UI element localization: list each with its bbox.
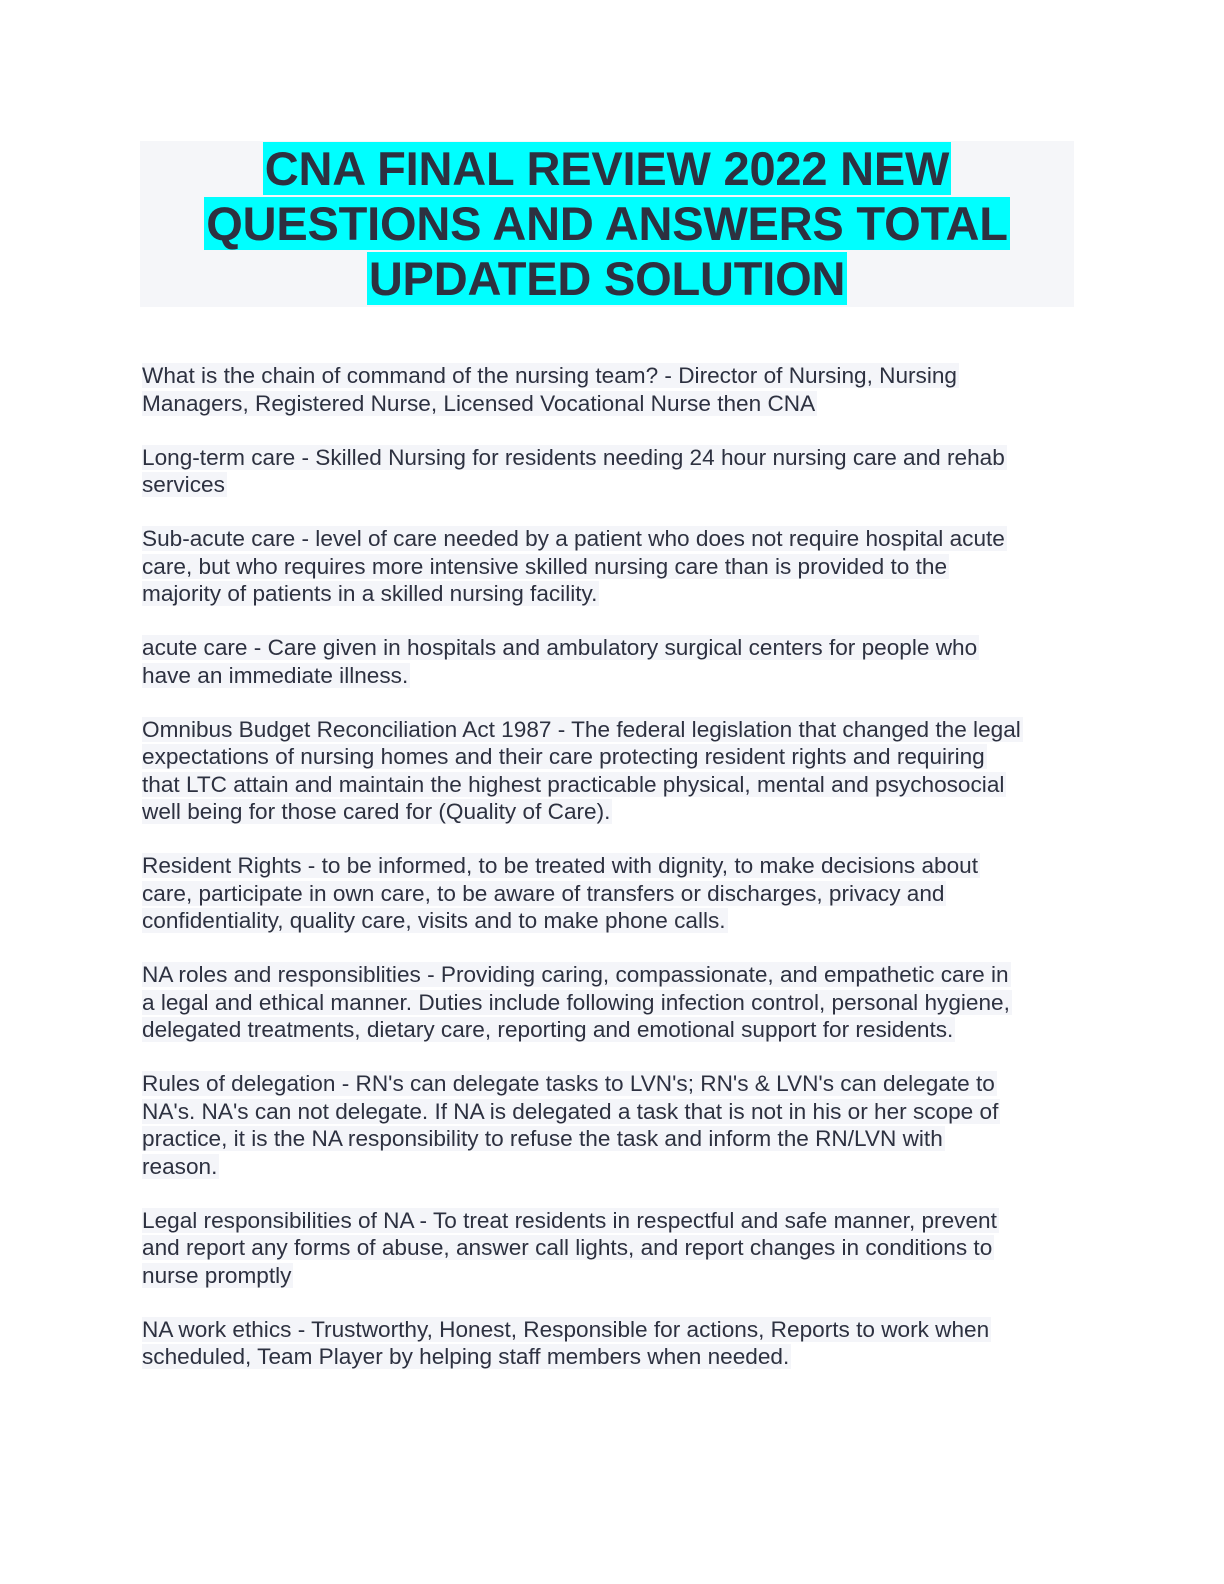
document-title	[140, 141, 1074, 307]
qa-entries	[142, 362, 1082, 1397]
title-line: CNA FINAL REVIEW 2022 NEW	[264, 142, 950, 195]
qa-entry-work-ethics: NA work ethics - Trustworthy, Honest, Responsible for actions, Reports to work when scheduled, Team Player by helping staff members when needed.	[142, 1316, 990, 1369]
qa-entry-sub-acute-care: Sub-acute care - level of care needed by a patient who does not require hospital acute care, but who requires more intensive skilled nursing care than is provided to the majority of patients in a skilled nursing facility.	[142, 526, 1005, 606]
title-line: QUESTIONS AND ANSWERS TOTAL	[206, 197, 1008, 250]
qa-entry-obra-1987: Omnibus Budget Reconciliation Act 1987 - The federal legislation that changed the legal expectations of nursing homes and their care protecting resident rights and requiring that LTC attain and maintain the highest practicable physical, mental and psychosocial well being for those cared for (Quality of Care).	[142, 716, 1021, 824]
qa-entry-na-roles: NA roles and responsiblities - Providing caring, compassionate, and empathetic care in a legal and ethical manner. Duties include following infection control, personal hygiene, delegated treatments, dietary care, reporting and emotional support for residents.	[142, 962, 1010, 1042]
qa-entry-resident-rights: Resident Rights - to be informed, to be treated with dignity, to make decisions about care, participate in own care, to be aware of transfers or discharges, privacy and confidentiality, quality care, visits and to make phone calls.	[142, 853, 979, 933]
qa-entry-acute-care: acute care - Care given in hospitals and ambulatory surgical centers for people who have an immediate illness.	[142, 635, 978, 688]
qa-entry-chain-of-command: What is the chain of command of the nursing team? - Director of Nursing, Nursing Managers, Registered Nurse, Licensed Vocational Nurse then CNA	[142, 363, 957, 416]
qa-entry-rules-of-delegation: Rules of delegation - RN's can delegate tasks to LVN's; RN's & LVN's can delegate to NA's. NA's can not delegate. If NA is delegated a task that is not in his or her scope of practice, it is the NA responsibility to refuse the task and inform the RN/LVN with reason.	[142, 1071, 999, 1179]
title-line: UPDATED SOLUTION	[368, 252, 846, 305]
qa-entry-long-term-care: Long-term care - Skilled Nursing for residents needing 24 hour nursing care and rehab services	[142, 444, 1005, 497]
qa-entry-legal-responsibilities: Legal responsibilities of NA - To treat residents in respectful and safe manner, prevent and report any forms of abuse, answer call lights, and report changes in conditions to nurse promptly	[142, 1207, 997, 1288]
